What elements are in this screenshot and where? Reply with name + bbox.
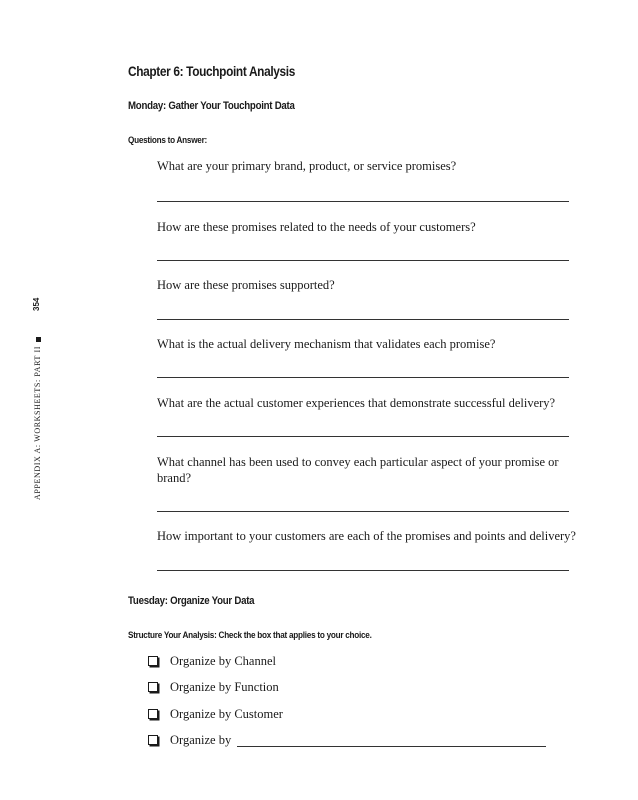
option-label: Organize by — [170, 733, 232, 747]
option-custom[interactable] — [148, 732, 546, 748]
question-6: What channel has been used to convey each particular aspect of your promise or brand? — [157, 455, 559, 485]
option-label: Organize by Channel — [170, 654, 276, 668]
answer-line-5[interactable] — [157, 436, 569, 437]
tuesday-heading: Tuesday: Organize Your Data — [128, 595, 255, 607]
checkbox-icon[interactable] — [148, 735, 158, 745]
option-function[interactable] — [148, 679, 279, 695]
question-3: How are these promises supported? — [157, 278, 335, 292]
answer-line-7[interactable] — [157, 570, 569, 571]
answer-line-3[interactable] — [157, 319, 569, 320]
checkbox-icon[interactable] — [148, 656, 158, 666]
option-channel[interactable] — [148, 653, 276, 669]
question-7: How important to your customers are each of the promises and points and delivery? — [157, 529, 576, 543]
option-label: Organize by Customer — [170, 707, 283, 721]
running-head-square — [36, 337, 41, 342]
questions-label: Questions to Answer: — [128, 135, 207, 146]
custom-option-blank[interactable] — [237, 746, 546, 747]
answer-line-1[interactable] — [157, 201, 569, 202]
chapter-title: Chapter 6: Touchpoint Analysis — [128, 64, 296, 79]
answer-line-4[interactable] — [157, 377, 569, 378]
running-head — [33, 337, 42, 500]
answer-line-6[interactable] — [157, 511, 569, 512]
structure-instruction: Structure Your Analysis: Check the box that applies to your choice. — [128, 630, 372, 641]
option-customer[interactable] — [148, 706, 283, 722]
page-number: 354 — [32, 297, 41, 311]
question-2: How are these promises related to the needs of your customers? — [157, 220, 476, 234]
answer-line-2[interactable] — [157, 260, 569, 261]
running-head-text: APPENDIX A: WORKSHEETS: PART II — [33, 346, 42, 500]
question-5: What are the actual customer experiences that demonstrate successful delivery? — [157, 396, 556, 410]
question-1: What are your primary brand, product, or service promises? — [157, 159, 457, 173]
monday-heading: Monday: Gather Your Touchpoint Data — [128, 100, 295, 112]
checkbox-icon[interactable] — [148, 682, 158, 692]
checkbox-icon[interactable] — [148, 709, 158, 719]
question-4: What is the actual delivery mechanism that validates each promise? — [157, 337, 496, 351]
option-label: Organize by Function — [170, 680, 279, 694]
